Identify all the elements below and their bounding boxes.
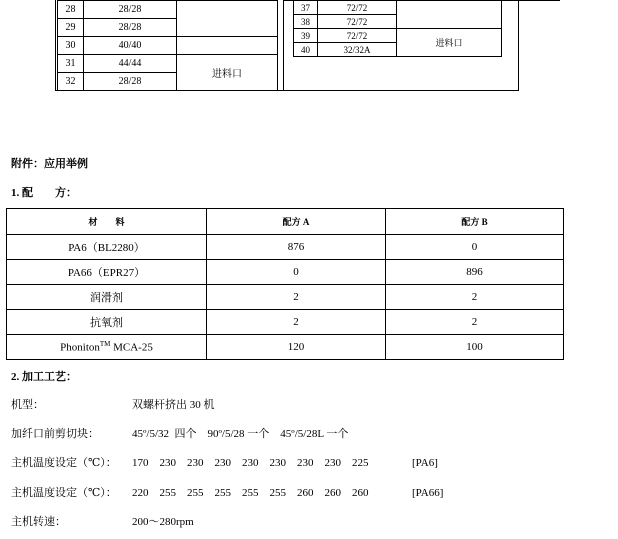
material-cell: PA66（EPR27） <box>7 260 207 285</box>
segment-no: 30 <box>58 37 84 55</box>
segment-no: 40 <box>294 43 318 57</box>
appendix-title: 附件：应用举例 <box>11 158 88 170</box>
segment-table-divider <box>283 0 284 91</box>
temp-pa66-label: 主机温度设定（℃）： <box>11 487 117 499</box>
segment-table-left <box>57 0 278 91</box>
temp-pa6-label: 主机温度设定（℃）： <box>11 457 117 469</box>
segment-spec: 28/28 <box>84 19 177 37</box>
segment-note <box>397 1 502 29</box>
table-row <box>294 29 502 43</box>
header-formula-a: 配方 A <box>207 209 386 235</box>
material-suffix: MCA-25 <box>110 341 153 354</box>
formula-a-cell: 0 <box>207 260 386 285</box>
table-row <box>58 37 278 55</box>
segment-note <box>177 37 278 55</box>
segment-no: 28 <box>58 1 84 19</box>
formula-table <box>6 208 564 360</box>
table-row <box>58 55 278 73</box>
segment-spec: 40/40 <box>84 37 177 55</box>
formula-a-cell: 2 <box>207 310 386 335</box>
segment-spec: 28/28 <box>84 1 177 19</box>
speed-line <box>11 514 571 530</box>
material-cell: PA6（BL2280） <box>7 235 207 260</box>
segment-no: 32 <box>58 73 84 91</box>
table-row <box>7 235 564 260</box>
segment-spec: 72/72 <box>318 15 397 29</box>
formula-a-cell: 120 <box>207 335 386 360</box>
table-row <box>7 260 564 285</box>
trademark-sup: TM <box>99 340 111 349</box>
segment-no: 31 <box>58 55 84 73</box>
segment-spec: 72/72 <box>318 1 397 15</box>
speed-label: 主机转速： <box>11 516 66 528</box>
material-cell: 润滑剂 <box>7 285 207 310</box>
formula-b-cell: 100 <box>386 335 564 360</box>
table-header-row <box>7 209 564 235</box>
cutting-line <box>11 426 571 442</box>
segment-spec: 32/32A <box>318 43 397 57</box>
header-formula-b: 配方 B <box>386 209 564 235</box>
feed-port-note: 进料口 <box>397 29 502 57</box>
formula-b-cell: 896 <box>386 260 564 285</box>
table-row <box>7 285 564 310</box>
formula-b-cell: 2 <box>386 310 564 335</box>
temp-pa66-values: 220 255 255 255 255 255 260 260 260 <box>132 487 369 499</box>
temp-pa6-tag: [PA6] <box>412 457 438 469</box>
machine-label: 机型： <box>11 399 44 411</box>
segment-no: 29 <box>58 19 84 37</box>
segment-spec: 44/44 <box>84 55 177 73</box>
segment-note <box>177 1 278 37</box>
material-name: Phoniton <box>60 341 100 354</box>
segment-table-right <box>293 0 502 57</box>
machine-line <box>11 397 571 413</box>
segment-spec: 28/28 <box>84 73 177 91</box>
formula-a-cell: 876 <box>207 235 386 260</box>
temp-pa6-values: 170 230 230 230 230 230 230 230 225 <box>132 457 369 469</box>
cutting-label: 加纤口前剪切块： <box>11 428 99 440</box>
temp-pa66-tag: [PA66] <box>412 487 444 499</box>
speed-value: 200～280rpm <box>132 516 194 528</box>
table-row <box>294 1 502 15</box>
header-material: 材 料 <box>7 209 207 235</box>
formula-a-cell: 2 <box>207 285 386 310</box>
segment-no: 39 <box>294 29 318 43</box>
table-row <box>58 1 278 19</box>
table-row <box>7 310 564 335</box>
formula-b-cell: 0 <box>386 235 564 260</box>
machine-value: 双螺杆挤出 30 机 <box>132 399 215 411</box>
section-formula-title: 1. 配 方： <box>11 187 77 199</box>
cutting-value: 45º/5/32 四个 90º/5/28 一个 45º/5/28L 一个 <box>132 428 349 440</box>
material-cell: 抗氧剂 <box>7 310 207 335</box>
formula-b-cell: 2 <box>386 285 564 310</box>
material-cell <box>7 335 207 360</box>
segment-spec: 72/72 <box>318 29 397 43</box>
segment-no: 37 <box>294 1 318 15</box>
section-process-title: 2. 加工工艺： <box>11 371 77 383</box>
segment-no: 38 <box>294 15 318 29</box>
temp-pa6-line <box>11 455 571 471</box>
table-row <box>7 335 564 360</box>
feed-port-note: 进料口 <box>177 55 278 91</box>
temp-pa66-line <box>11 485 571 501</box>
